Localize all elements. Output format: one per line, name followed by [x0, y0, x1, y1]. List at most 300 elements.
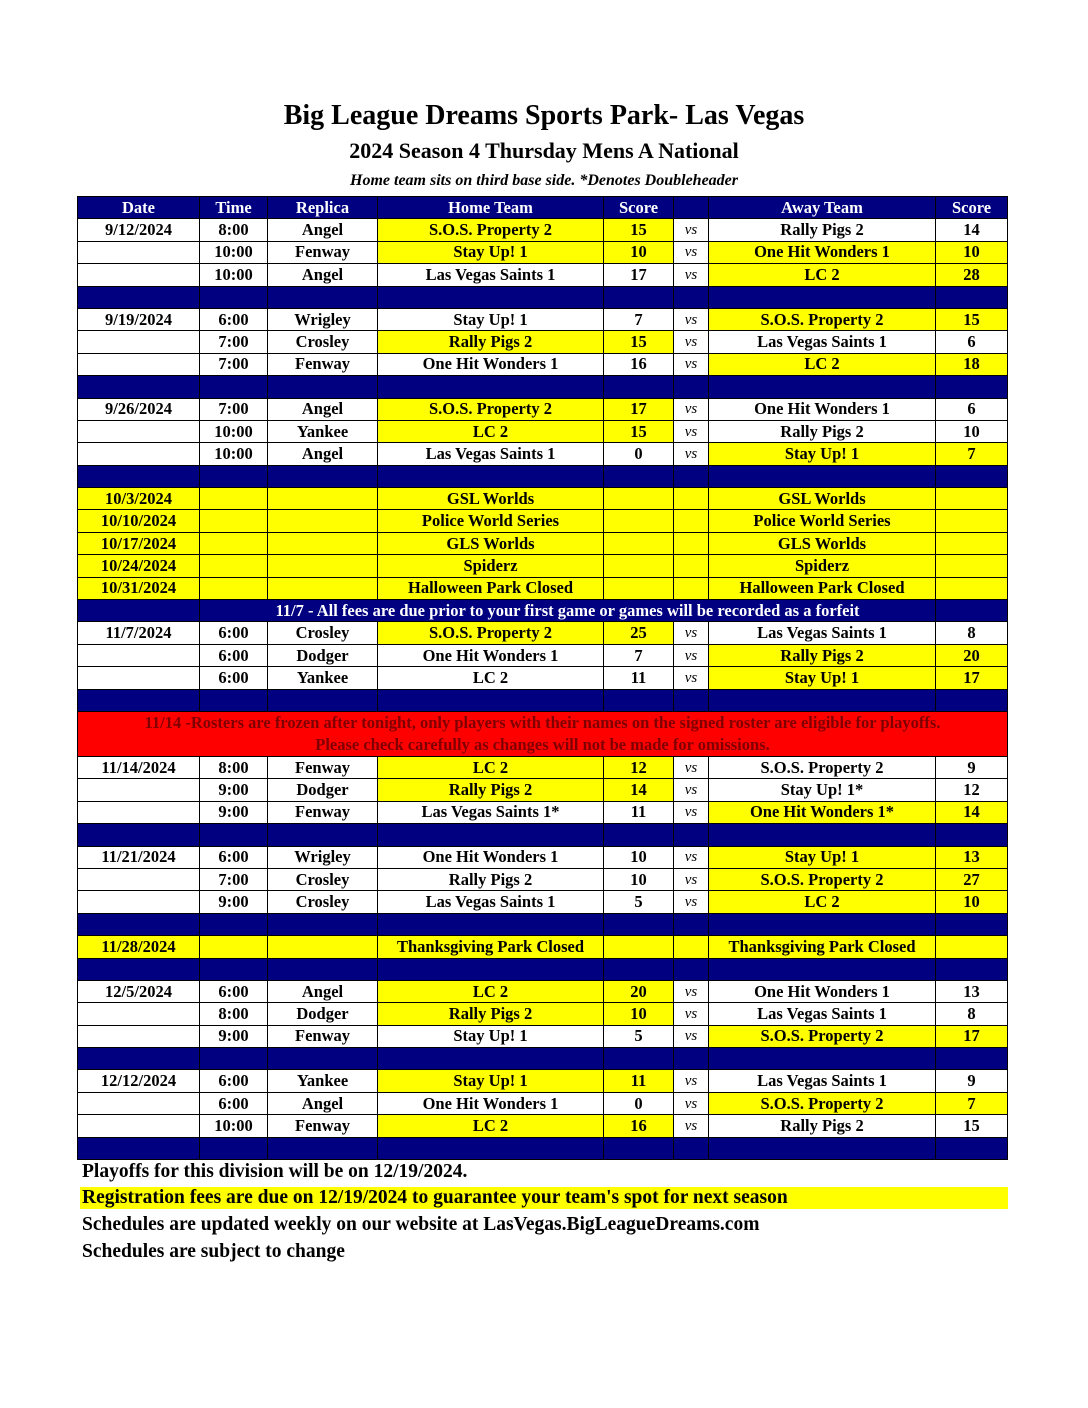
field-cell: Fenway: [268, 801, 378, 823]
away-score-cell: 20: [936, 644, 1008, 666]
field-cell: Angel: [268, 443, 378, 465]
time-cell: [200, 488, 268, 510]
separator-cell: [378, 958, 604, 980]
home-team-cell: One Hit Wonders 1: [378, 1092, 604, 1114]
time-cell: 9:00: [200, 801, 268, 823]
date-cell: 10/10/2024: [78, 510, 200, 532]
home-team-cell: Stay Up! 1: [378, 241, 604, 263]
vs-cell: vs: [674, 868, 709, 890]
home-score-cell: 11: [604, 801, 674, 823]
field-cell: [268, 488, 378, 510]
vs-cell: [674, 510, 709, 532]
home-score-cell: 12: [604, 756, 674, 778]
time-cell: 10:00: [200, 1115, 268, 1137]
home-team-cell: LC 2: [378, 667, 604, 689]
away-score-cell: 14: [936, 801, 1008, 823]
date-cell: 10/17/2024: [78, 532, 200, 554]
separator-cell: [709, 286, 936, 308]
date-cell: [78, 353, 200, 375]
time-cell: 6:00: [200, 1092, 268, 1114]
separator-row: [78, 913, 1008, 935]
separator-cell: [378, 824, 604, 846]
header-home-team: Home Team: [378, 197, 604, 219]
away-team-cell: LC 2: [709, 891, 936, 913]
footer-registration: Registration fees are due on 12/19/2024 to guarantee your team's spot for next season: [80, 1187, 1008, 1209]
separator-cell: [604, 958, 674, 980]
away-team-cell: One Hit Wonders 1: [709, 241, 936, 263]
separator-row: [78, 286, 1008, 308]
separator-row: [78, 689, 1008, 711]
home-team-cell: One Hit Wonders 1: [378, 846, 604, 868]
away-score-cell: 27: [936, 868, 1008, 890]
away-team-cell: LC 2: [709, 264, 936, 286]
date-cell: 10/24/2024: [78, 555, 200, 577]
away-score-cell: 6: [936, 331, 1008, 353]
away-team-cell: Halloween Park Closed: [709, 577, 936, 599]
roster-warning-line2: Please check carefully as changes will not be made for omissions.: [315, 734, 770, 754]
away-team-cell: S.O.S. Property 2: [709, 868, 936, 890]
home-score-cell: 17: [604, 264, 674, 286]
field-cell: Angel: [268, 264, 378, 286]
separator-cell: [604, 286, 674, 308]
header-row: [78, 197, 1008, 219]
separator-cell: [936, 286, 1008, 308]
time-cell: 6:00: [200, 846, 268, 868]
away-score-cell: 15: [936, 308, 1008, 330]
vs-cell: vs: [674, 1003, 709, 1025]
holiday-row: [78, 577, 1008, 599]
separator-cell: [709, 1137, 936, 1159]
away-score-cell: 17: [936, 667, 1008, 689]
away-team-cell: Rally Pigs 2: [709, 420, 936, 442]
away-score-cell: 13: [936, 980, 1008, 1002]
home-score-cell: 15: [604, 420, 674, 442]
away-score-cell: [936, 532, 1008, 554]
date-cell: 9/12/2024: [78, 219, 200, 241]
field-cell: Fenway: [268, 1115, 378, 1137]
game-row: [78, 756, 1008, 778]
vs-cell: vs: [674, 1070, 709, 1092]
field-cell: [268, 577, 378, 599]
header-home-score: Score: [604, 197, 674, 219]
away-team-cell: S.O.S. Property 2: [709, 308, 936, 330]
date-cell: 11/7/2024: [78, 622, 200, 644]
away-team-cell: S.O.S. Property 2: [709, 1092, 936, 1114]
home-score-cell: [604, 488, 674, 510]
date-cell: [78, 868, 200, 890]
date-cell: [78, 1092, 200, 1114]
header-replica: Replica: [268, 197, 378, 219]
separator-cell: [936, 465, 1008, 487]
field-cell: Angel: [268, 398, 378, 420]
home-team-cell: Police World Series: [378, 510, 604, 532]
away-score-cell: [936, 555, 1008, 577]
home-score-cell: 0: [604, 1092, 674, 1114]
home-score-cell: [604, 510, 674, 532]
home-score-cell: 0: [604, 443, 674, 465]
separator-cell: [268, 958, 378, 980]
home-team-cell: Thanksgiving Park Closed: [378, 936, 604, 958]
home-team-cell: Las Vegas Saints 1*: [378, 801, 604, 823]
vs-cell: vs: [674, 331, 709, 353]
away-score-cell: 28: [936, 264, 1008, 286]
vs-cell: vs: [674, 846, 709, 868]
date-cell: 9/19/2024: [78, 308, 200, 330]
game-row: [78, 779, 1008, 801]
away-score-cell: [936, 577, 1008, 599]
away-score-cell: 10: [936, 420, 1008, 442]
home-team-cell: LC 2: [378, 1115, 604, 1137]
game-row: [78, 264, 1008, 286]
vs-cell: vs: [674, 398, 709, 420]
roster-warning-line1: 11/14 -Rosters are frozen after tonight, only players with their names on the signed roster are eligible for playoffs.: [144, 712, 941, 732]
field-cell: Dodger: [268, 779, 378, 801]
separator-cell: [200, 689, 268, 711]
home-team-cell: Stay Up! 1: [378, 1025, 604, 1047]
vs-cell: [674, 488, 709, 510]
time-cell: 7:00: [200, 398, 268, 420]
separator-cell: [268, 376, 378, 398]
notice-row: [78, 600, 1008, 622]
home-score-cell: 17: [604, 398, 674, 420]
vs-cell: vs: [674, 1092, 709, 1114]
home-score-cell: 5: [604, 891, 674, 913]
vs-cell: vs: [674, 308, 709, 330]
game-row: [78, 398, 1008, 420]
holiday-row: [78, 510, 1008, 532]
separator-cell: [936, 1048, 1008, 1070]
vs-cell: vs: [674, 420, 709, 442]
game-row: [78, 891, 1008, 913]
separator-cell: [709, 913, 936, 935]
header-away-team: Away Team: [709, 197, 936, 219]
away-team-cell: Stay Up! 1: [709, 846, 936, 868]
separator-cell: [78, 958, 200, 980]
home-team-cell: GLS Worlds: [378, 532, 604, 554]
game-row: [78, 331, 1008, 353]
field-cell: [268, 555, 378, 577]
date-cell: [78, 1115, 200, 1137]
vs-cell: vs: [674, 264, 709, 286]
separator-cell: [378, 465, 604, 487]
field-cell: Crosley: [268, 868, 378, 890]
away-team-cell: S.O.S. Property 2: [709, 1025, 936, 1047]
separator-cell: [78, 286, 200, 308]
date-cell: [78, 264, 200, 286]
time-cell: 9:00: [200, 1025, 268, 1047]
away-team-cell: Stay Up! 1*: [709, 779, 936, 801]
field-cell: [268, 936, 378, 958]
vs-cell: vs: [674, 801, 709, 823]
home-team-cell: LC 2: [378, 980, 604, 1002]
separator-cell: [936, 824, 1008, 846]
separator-cell: [268, 286, 378, 308]
away-score-cell: 15: [936, 1115, 1008, 1137]
home-team-cell: Spiderz: [378, 555, 604, 577]
time-cell: 6:00: [200, 667, 268, 689]
home-score-cell: 10: [604, 846, 674, 868]
game-row: [78, 1025, 1008, 1047]
home-score-cell: 14: [604, 779, 674, 801]
separator-cell: [604, 913, 674, 935]
header-vs: [674, 197, 709, 219]
game-row: [78, 1070, 1008, 1092]
field-cell: Crosley: [268, 891, 378, 913]
away-team-cell: S.O.S. Property 2: [709, 756, 936, 778]
field-cell: Wrigley: [268, 308, 378, 330]
separator-cell: [936, 1137, 1008, 1159]
time-cell: 6:00: [200, 644, 268, 666]
separator-cell: [674, 1048, 709, 1070]
page-title: Big League Dreams Sports Park- Las Vegas: [283, 100, 805, 131]
away-team-cell: Stay Up! 1: [709, 443, 936, 465]
home-team-cell: Las Vegas Saints 1: [378, 891, 604, 913]
home-team-cell: Rally Pigs 2: [378, 779, 604, 801]
away-score-cell: 10: [936, 241, 1008, 263]
vs-cell: [674, 577, 709, 599]
field-cell: Dodger: [268, 1003, 378, 1025]
home-score-cell: 10: [604, 1003, 674, 1025]
time-cell: 10:00: [200, 443, 268, 465]
home-team-cell: Las Vegas Saints 1: [378, 443, 604, 465]
away-score-cell: [936, 488, 1008, 510]
field-cell: Crosley: [268, 331, 378, 353]
date-cell: [78, 241, 200, 263]
away-team-cell: Rally Pigs 2: [709, 644, 936, 666]
vs-cell: vs: [674, 667, 709, 689]
time-cell: [200, 936, 268, 958]
separator-cell: [674, 1137, 709, 1159]
home-score-cell: 25: [604, 622, 674, 644]
date-cell: 11/28/2024: [78, 936, 200, 958]
away-score-cell: [936, 510, 1008, 532]
separator-cell: [709, 1048, 936, 1070]
field-cell: Yankee: [268, 667, 378, 689]
away-team-cell: Las Vegas Saints 1: [709, 331, 936, 353]
game-row: [78, 980, 1008, 1002]
home-team-cell: Stay Up! 1: [378, 308, 604, 330]
home-score-cell: 16: [604, 353, 674, 375]
away-score-cell: 7: [936, 1092, 1008, 1114]
date-cell: 12/12/2024: [78, 1070, 200, 1092]
roster-warning-row: [78, 711, 1008, 756]
field-cell: [268, 510, 378, 532]
away-score-cell: 8: [936, 1003, 1008, 1025]
away-score-cell: [936, 936, 1008, 958]
field-cell: [268, 532, 378, 554]
separator-cell: [268, 913, 378, 935]
field-cell: Fenway: [268, 353, 378, 375]
away-score-cell: 18: [936, 353, 1008, 375]
field-cell: Angel: [268, 219, 378, 241]
separator-cell: [78, 376, 200, 398]
schedule-note: Home team sits on third base side. *Denotes Doubleheader: [350, 172, 738, 189]
time-cell: 6:00: [200, 1070, 268, 1092]
vs-cell: vs: [674, 622, 709, 644]
holiday-row: [78, 555, 1008, 577]
away-score-cell: 17: [936, 1025, 1008, 1047]
home-team-cell: GSL Worlds: [378, 488, 604, 510]
date-cell: 9/26/2024: [78, 398, 200, 420]
vs-cell: vs: [674, 644, 709, 666]
home-team-cell: Rally Pigs 2: [378, 868, 604, 890]
separator-cell: [709, 958, 936, 980]
vs-cell: vs: [674, 779, 709, 801]
separator-cell: [936, 913, 1008, 935]
separator-cell: [78, 689, 200, 711]
header-time: Time: [200, 197, 268, 219]
time-cell: 9:00: [200, 779, 268, 801]
date-cell: [78, 891, 200, 913]
holiday-row: [78, 488, 1008, 510]
game-row: [78, 219, 1008, 241]
date-cell: 10/31/2024: [78, 577, 200, 599]
home-score-cell: 11: [604, 1070, 674, 1092]
away-score-cell: [936, 600, 1008, 622]
date-cell: [78, 667, 200, 689]
holiday-row: [78, 532, 1008, 554]
away-team-cell: Police World Series: [709, 510, 936, 532]
page-subtitle: 2024 Season 4 Thursday Mens A National: [349, 138, 739, 163]
separator-cell: [674, 689, 709, 711]
away-team-cell: One Hit Wonders 1: [709, 398, 936, 420]
game-row: [78, 801, 1008, 823]
game-row: [78, 241, 1008, 263]
away-team-cell: GSL Worlds: [709, 488, 936, 510]
time-cell: 8:00: [200, 1003, 268, 1025]
separator-cell: [674, 376, 709, 398]
game-row: [78, 1003, 1008, 1025]
time-cell: 7:00: [200, 331, 268, 353]
separator-cell: [200, 958, 268, 980]
home-team-cell: Stay Up! 1: [378, 1070, 604, 1092]
field-cell: Dodger: [268, 644, 378, 666]
schedule-table: [77, 196, 1008, 1160]
away-team-cell: Las Vegas Saints 1: [709, 622, 936, 644]
game-row: [78, 443, 1008, 465]
home-team-cell: Rally Pigs 2: [378, 1003, 604, 1025]
separator-cell: [200, 824, 268, 846]
game-row: [78, 868, 1008, 890]
field-cell: Angel: [268, 1092, 378, 1114]
separator-cell: [268, 1048, 378, 1070]
home-team-cell: LC 2: [378, 420, 604, 442]
away-score-cell: 6: [936, 398, 1008, 420]
separator-cell: [674, 286, 709, 308]
time-cell: 6:00: [200, 308, 268, 330]
roster-warning: [78, 711, 1008, 756]
field-cell: Fenway: [268, 756, 378, 778]
home-team-cell: Halloween Park Closed: [378, 577, 604, 599]
away-team-cell: LC 2: [709, 353, 936, 375]
away-team-cell: Rally Pigs 2: [709, 219, 936, 241]
time-cell: 7:00: [200, 353, 268, 375]
game-row: [78, 667, 1008, 689]
time-cell: 10:00: [200, 420, 268, 442]
game-row: [78, 622, 1008, 644]
away-team-cell: Las Vegas Saints 1: [709, 1070, 936, 1092]
home-score-cell: [604, 577, 674, 599]
separator-cell: [200, 286, 268, 308]
date-cell: [78, 644, 200, 666]
separator-cell: [378, 913, 604, 935]
footer-change: Schedules are subject to change: [82, 1241, 345, 1262]
holiday-row: [78, 936, 1008, 958]
away-score-cell: 7: [936, 443, 1008, 465]
separator-row: [78, 465, 1008, 487]
date-cell: [78, 801, 200, 823]
date-cell: [78, 1025, 200, 1047]
separator-cell: [709, 689, 936, 711]
footer-playoffs: Playoffs for this division will be on 12/19/2024.: [82, 1161, 468, 1182]
separator-cell: [709, 465, 936, 487]
separator-cell: [268, 689, 378, 711]
game-row: [78, 644, 1008, 666]
away-team-cell: One Hit Wonders 1: [709, 980, 936, 1002]
separator-cell: [604, 1048, 674, 1070]
vs-cell: [674, 532, 709, 554]
away-score-cell: 13: [936, 846, 1008, 868]
home-score-cell: [604, 555, 674, 577]
separator-cell: [78, 824, 200, 846]
field-cell: Angel: [268, 980, 378, 1002]
date-cell: [78, 1003, 200, 1025]
separator-cell: [378, 286, 604, 308]
separator-cell: [709, 376, 936, 398]
home-score-cell: 16: [604, 1115, 674, 1137]
home-team-cell: S.O.S. Property 2: [378, 219, 604, 241]
separator-cell: [378, 376, 604, 398]
vs-cell: [674, 936, 709, 958]
home-score-cell: 15: [604, 331, 674, 353]
separator-cell: [674, 913, 709, 935]
vs-cell: vs: [674, 980, 709, 1002]
separator-cell: [604, 465, 674, 487]
date-cell: 10/3/2024: [78, 488, 200, 510]
time-cell: 6:00: [200, 622, 268, 644]
date-cell: [78, 420, 200, 442]
game-row: [78, 846, 1008, 868]
game-row: [78, 308, 1008, 330]
separator-cell: [604, 1137, 674, 1159]
separator-cell: [604, 824, 674, 846]
time-cell: 10:00: [200, 241, 268, 263]
separator-cell: [200, 1137, 268, 1159]
away-score-cell: 9: [936, 756, 1008, 778]
header-date: Date: [78, 197, 200, 219]
separator-cell: [78, 465, 200, 487]
home-score-cell: 11: [604, 667, 674, 689]
home-team-cell: S.O.S. Property 2: [378, 398, 604, 420]
date-cell: [78, 779, 200, 801]
separator-cell: [78, 1048, 200, 1070]
separator-cell: [268, 1137, 378, 1159]
separator-cell: [200, 376, 268, 398]
separator-cell: [378, 1048, 604, 1070]
home-score-cell: [604, 936, 674, 958]
home-team-cell: Las Vegas Saints 1: [378, 264, 604, 286]
separator-cell: [200, 1048, 268, 1070]
separator-cell: [378, 689, 604, 711]
separator-row: [78, 1137, 1008, 1159]
date-cell: [78, 331, 200, 353]
field-cell: Wrigley: [268, 846, 378, 868]
date-cell: 11/21/2024: [78, 846, 200, 868]
separator-row: [78, 376, 1008, 398]
game-row: [78, 353, 1008, 375]
time-cell: 8:00: [200, 756, 268, 778]
vs-cell: [674, 555, 709, 577]
